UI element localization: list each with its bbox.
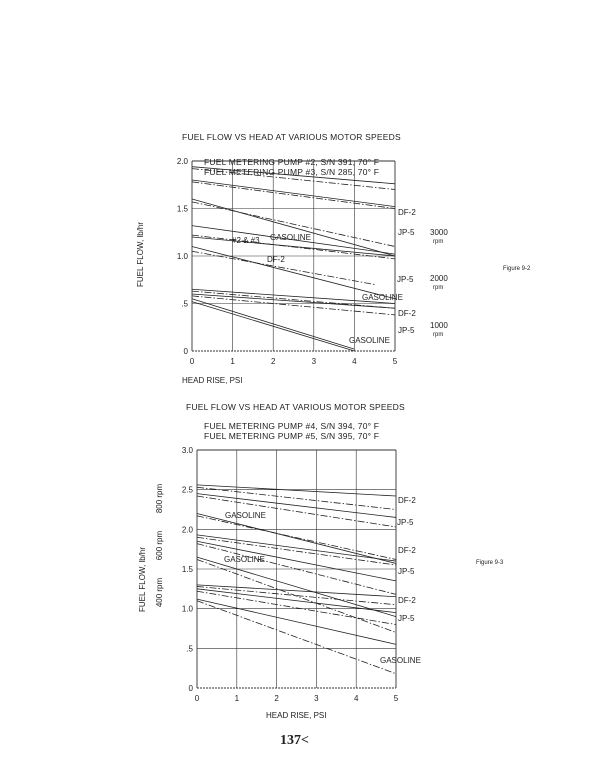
chart1-xtick-label: 4 (352, 357, 357, 366)
chart1-subtitle-2: FUEL METERING PUMP #3, S/N 285, 70° F (204, 167, 380, 177)
chart1-ytick-label: 1.0 (176, 252, 188, 261)
chart2-speed-400: 400 rpm (155, 577, 165, 608)
chart2-xtick-label: 3 (314, 694, 319, 703)
chart2-ytick-label: 0 (188, 684, 193, 693)
chart2-xtick-label: 5 (393, 694, 399, 703)
chart1-xtick-label: 0 (189, 357, 195, 366)
chart1-label-df2-1000: DF-2 (398, 309, 416, 318)
chart2-label-jp5-800: JP-5 (397, 518, 414, 527)
chart2-title: FUEL FLOW VS HEAD AT VARIOUS MOTOR SPEEDS (186, 402, 405, 412)
chart1-xtick-label: 2 (270, 357, 276, 366)
chart1-ytick-label: 1.5 (176, 204, 188, 214)
speed-2000-unit: rpm (433, 285, 444, 291)
chart1-xtick-label: 5 (392, 357, 398, 366)
chart2-ylabel: FUEL FLOW, lb/hr (138, 546, 148, 613)
chart1-label-jp5-2000: JP-5 (397, 275, 414, 284)
chart2-ytick-label: .5 (186, 644, 193, 654)
chart1-subtitle-1: FUEL METERING PUMP #2, S/N 391, 70° F (204, 157, 380, 167)
chart2-subtitle-1: FUEL METERING PUMP #4, S/N 394, 70° F (204, 421, 380, 431)
chart2-ytick-label: 3.0 (181, 446, 193, 455)
chart2-series-line (197, 516, 396, 560)
chart1-title: FUEL FLOW VS HEAD AT VARIOUS MOTOR SPEEDS (182, 132, 401, 142)
chart1-series-line (192, 180, 395, 207)
chart2-inner-gasoline-1: GASOLINE (225, 511, 266, 520)
chart1-xlabel: HEAD RISE, PSI (182, 376, 243, 385)
page-number: 137< (280, 733, 309, 748)
chart2-label-df2-800: DF-2 (398, 496, 416, 505)
chart1-series-line (192, 199, 395, 256)
chart1-series-line (192, 247, 395, 299)
chart1-label-jp5-1000: JP-5 (398, 326, 415, 335)
chart1-pump-label: #2 & #3 (232, 236, 260, 245)
chart2-label-df2-400: DF-2 (398, 596, 416, 605)
speed-2000: 2000 (430, 274, 448, 283)
chart2-ytick-label: 1.5 (181, 565, 193, 574)
figure-9-2-label: Figure 9-2 (503, 266, 531, 272)
chart1-inner-df2: DF-2 (267, 255, 285, 264)
chart2-ytick-label: 2.0 (181, 525, 193, 535)
chart2-inner-gasoline-2: GASOLINE (224, 555, 265, 564)
chart1-series-line (192, 182, 395, 209)
chart2-xtick-label: 4 (353, 694, 359, 703)
chart1-xtick-label: 3 (311, 357, 317, 366)
chart1-ytick-label: .5 (181, 299, 188, 309)
chart2-xtick-label: 0 (194, 694, 200, 703)
speed-1000-unit: rpm (433, 332, 444, 338)
chart1-label-df2: DF-2 (398, 208, 416, 217)
chart1-label-gasoline-1000: GASOLINE (349, 336, 390, 345)
chart1-label-gasoline-2000: GASOLINE (362, 293, 403, 302)
chart2-ytick-label: 2.5 (181, 485, 193, 495)
figure-9-3-label: Figure 9-3 (476, 560, 504, 566)
chart2-speed-600: 600 rpm (155, 530, 165, 561)
chart1-inner-gasoline: GASOLINE (270, 233, 311, 242)
chart1-ylabel: FUEL FLOW, lb/hr (136, 221, 146, 288)
chart2-xlabel: HEAD RISE, PSI (266, 711, 327, 720)
chart1-ytick-label: 0 (183, 347, 188, 356)
speed-3000: 3000 (430, 228, 448, 237)
chart2-label-jp5-600: JP-5 (398, 567, 415, 576)
chart1-xtick-label: 1 (230, 357, 235, 366)
chart2-label-gasoline-400: GASOLINE (380, 656, 421, 665)
chart2-xtick-label: 2 (274, 694, 279, 703)
chart2-speed-800: 800 rpm (155, 483, 165, 514)
chart2-ytick-label: 1.0 (181, 604, 193, 614)
speed-1000: 1000 (430, 321, 448, 330)
chart1-label-jp5: JP-5 (398, 228, 415, 237)
chart1-ytick-label: 2.0 (176, 157, 188, 166)
chart2-series-line (197, 589, 396, 613)
speed-3000-unit: rpm (433, 239, 444, 245)
chart2-label-df2-600: DF-2 (398, 546, 416, 555)
chart2-subtitle-2: FUEL METERING PUMP #5, S/N 395, 70° F (204, 431, 380, 441)
chart2-label-jp5-400: JP-5 (398, 614, 415, 623)
chart2-xtick-label: 1 (234, 694, 240, 703)
